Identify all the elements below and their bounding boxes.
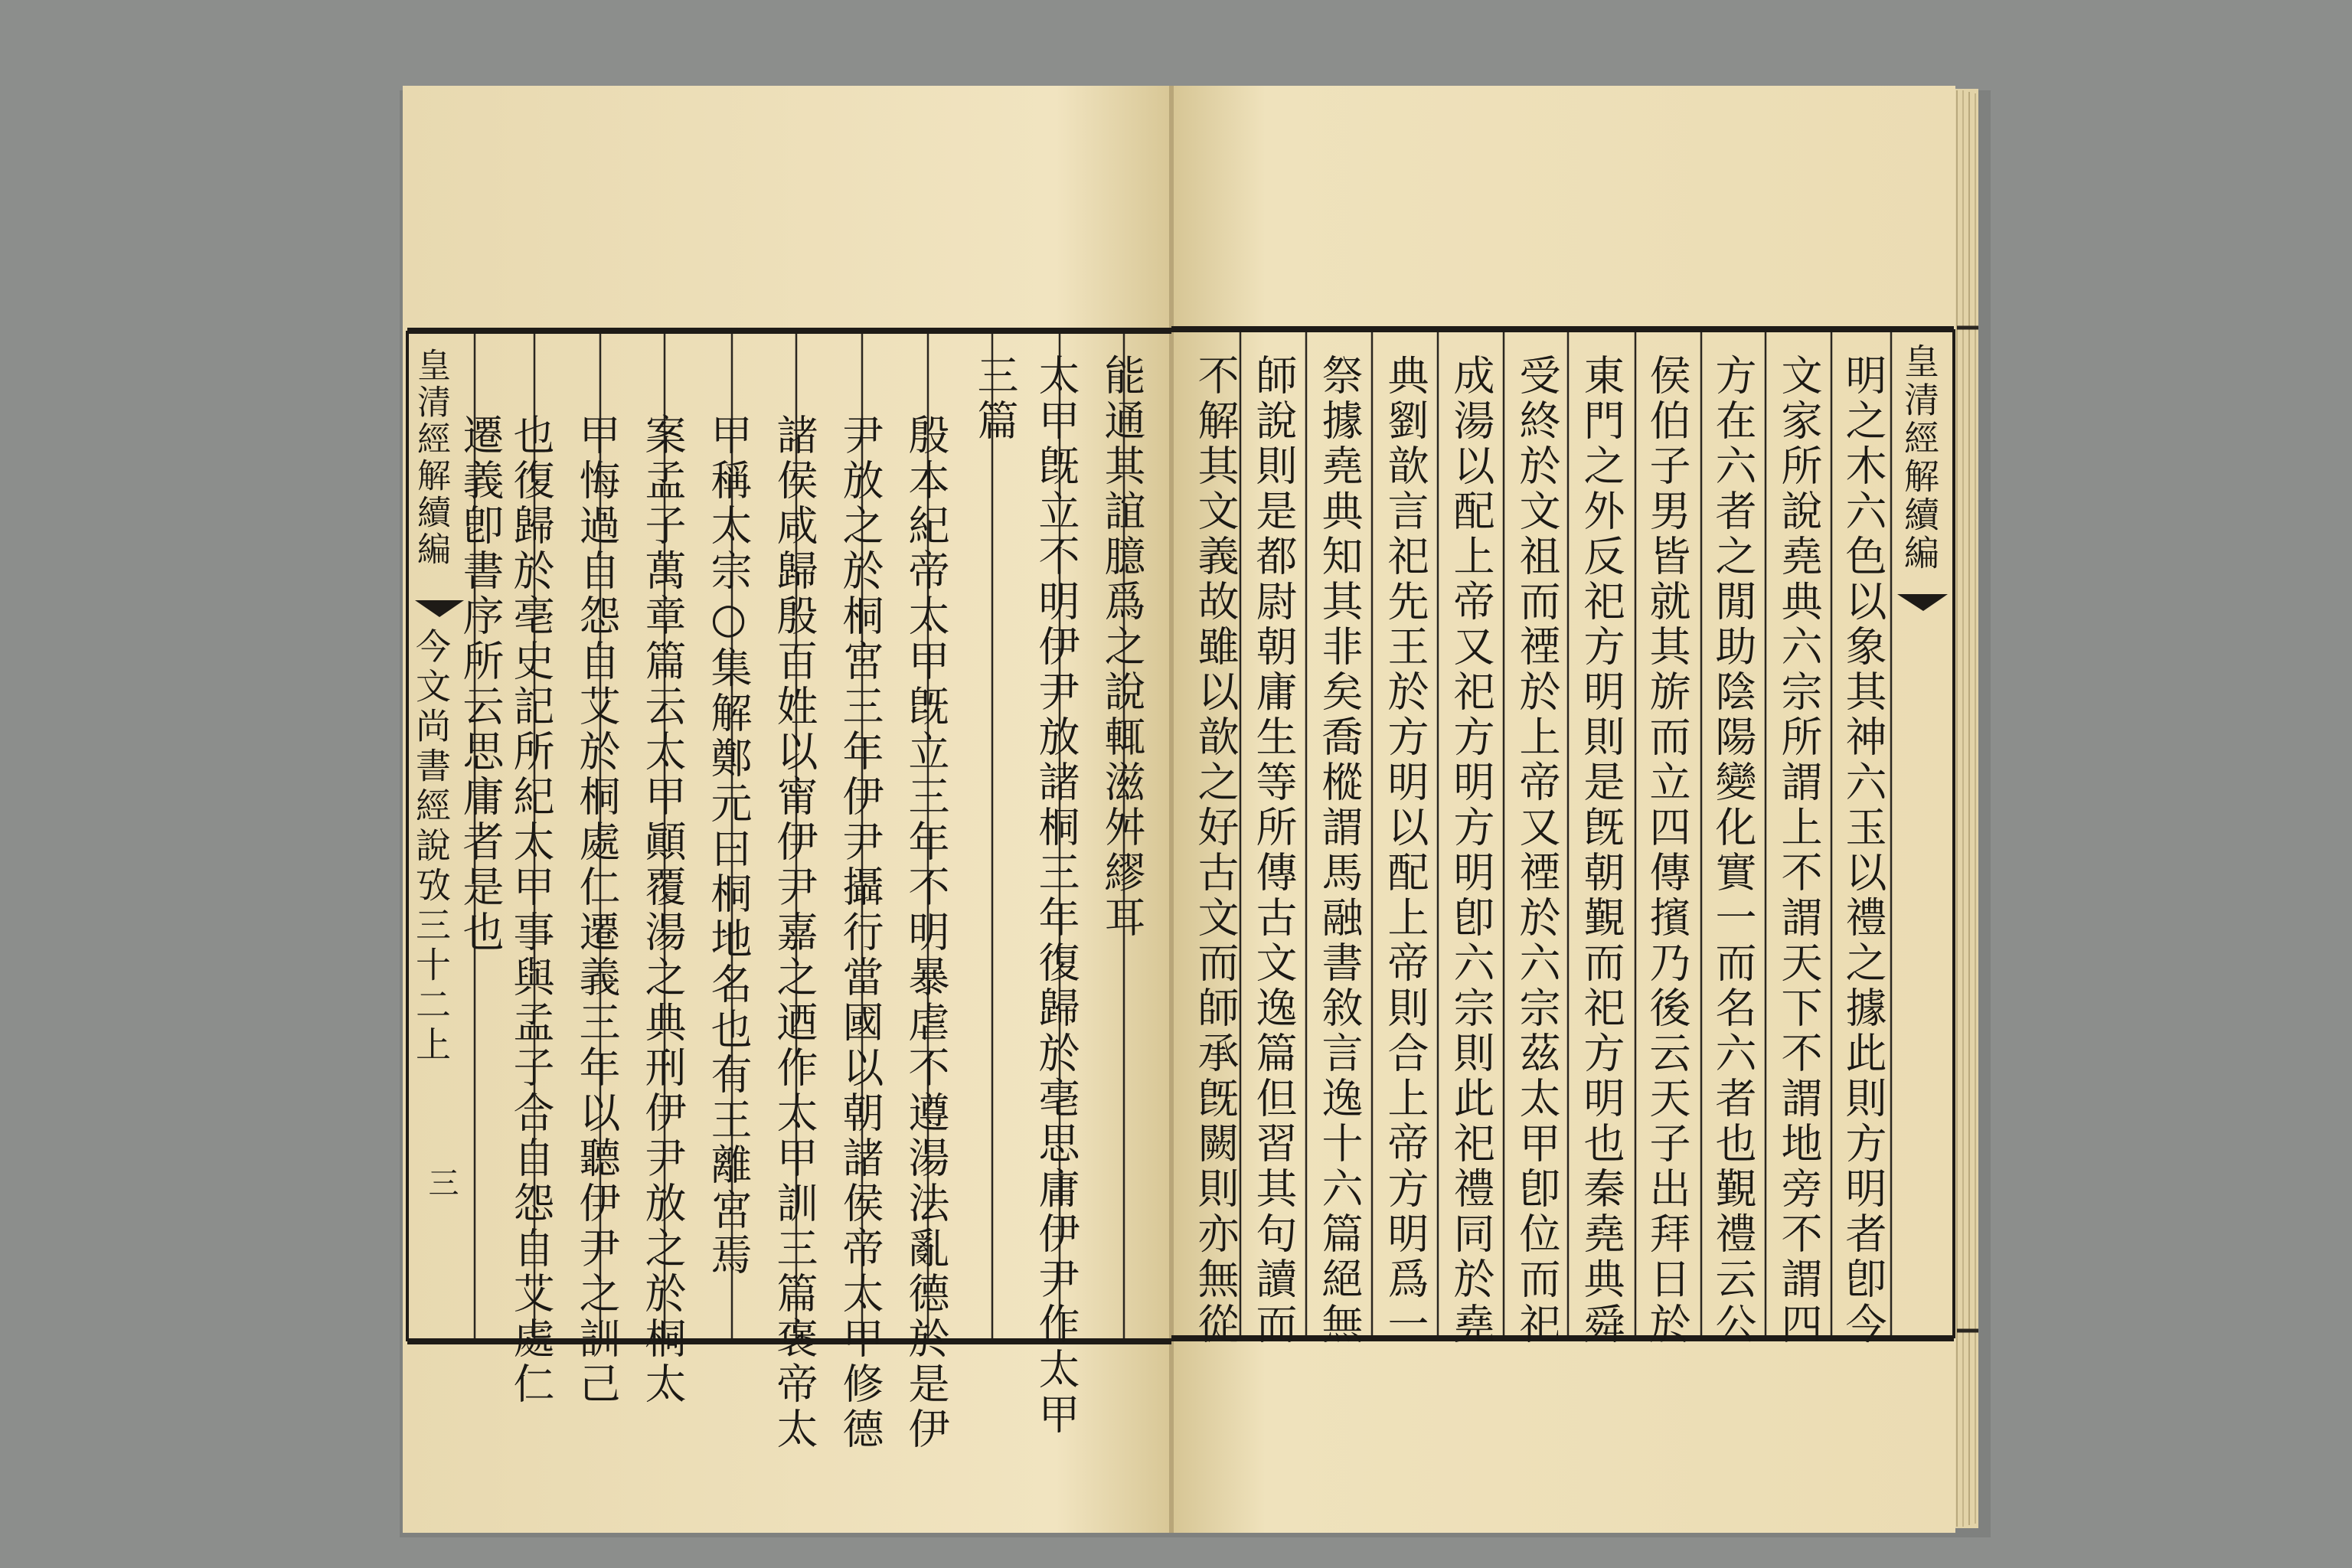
left-margin-page-number: 三 bbox=[423, 1167, 459, 1197]
right-text-column: 師說則是都尉朝庸生等所傳古文逸篇但習其句讀而 bbox=[1250, 354, 1298, 1348]
right-text-column: 典劉歆言祀先王於方明以配上帝則合上帝方明爲一 bbox=[1381, 354, 1429, 1348]
left-text-column: 殷本紀帝太甲旣立三年不明暴虐不遵湯法亂德於是伊 bbox=[902, 413, 950, 1452]
right-text-column: 文家所說堯典六宗所謂上不謂天下不謂地旁不謂四 bbox=[1775, 354, 1823, 1348]
right-text-column: 不解其文義故雖以歆之好古文而師承旣闕則亦無從 bbox=[1191, 354, 1240, 1348]
left-text-column: 遷義卽書序所云思庸者是也 bbox=[456, 413, 505, 956]
left-text-column: 尹放之於桐宮三年伊尹攝行當國以朝諸侯帝太甲修德 bbox=[836, 413, 884, 1452]
left-text-column: 諸侯咸歸殷百姓以甯伊尹嘉之迺作太甲訓三篇褒帝太 bbox=[770, 413, 818, 1452]
right-text-column: 明之木六色以象其神六玉以禮之據此則方明者卽今 bbox=[1839, 354, 1887, 1348]
right-text-column: 東門之外反祀方明則是旣朝覲而祀方明也秦堯典舜 bbox=[1577, 354, 1625, 1348]
right-text-column: 成湯以配上帝又祀方明方明卽六宗則此祀禮同於堯 bbox=[1447, 354, 1495, 1348]
left-text-column: 太甲旣立不明伊尹放諸桐三年復歸於亳思庸伊尹作太甲 bbox=[1032, 354, 1080, 1438]
right-text-column: 祭據堯典知其非矣喬樅謂馬融書敘言逸十六篇絕無 bbox=[1315, 354, 1364, 1348]
left-text-column: 甲悔過自怨自艾於桐處仁遷義三年以聽伊尹之訓己 bbox=[573, 413, 621, 1407]
left-text-column: 也復歸於亳史記所紀太甲事與孟子合自怨自艾處仁 bbox=[507, 413, 555, 1407]
left-text-column: 能通其誼臆爲之說輒滋舛繆耳 bbox=[1098, 354, 1146, 941]
right-text-column: 侯伯子男皆就其旂而立四傳擯乃後云天子出拜日於 bbox=[1643, 354, 1691, 1348]
left-text-column: 三篇 bbox=[971, 354, 1019, 444]
right-text-column: 受終於文祖而禋於上帝又禋於六宗茲太甲卽位而祀 bbox=[1513, 354, 1561, 1348]
left-margin-title: 皇清經解續編 bbox=[411, 348, 450, 568]
left-text-column: 甲稱太宗○集解鄭元曰桐地名也有王離宮焉 bbox=[704, 413, 753, 1279]
right-text-column: 方在六者之閒助陰陽變化實一而名六者也覲禮云公 bbox=[1709, 354, 1757, 1348]
right-margin-title: 皇清經解續編 bbox=[1899, 343, 1940, 573]
left-text-column: 案孟子萬章篇云太甲顚覆湯之典刑伊尹放之於桐太 bbox=[639, 413, 687, 1407]
left-margin-subtitle: 今文尚書經說攷三十二上 bbox=[410, 628, 452, 1066]
